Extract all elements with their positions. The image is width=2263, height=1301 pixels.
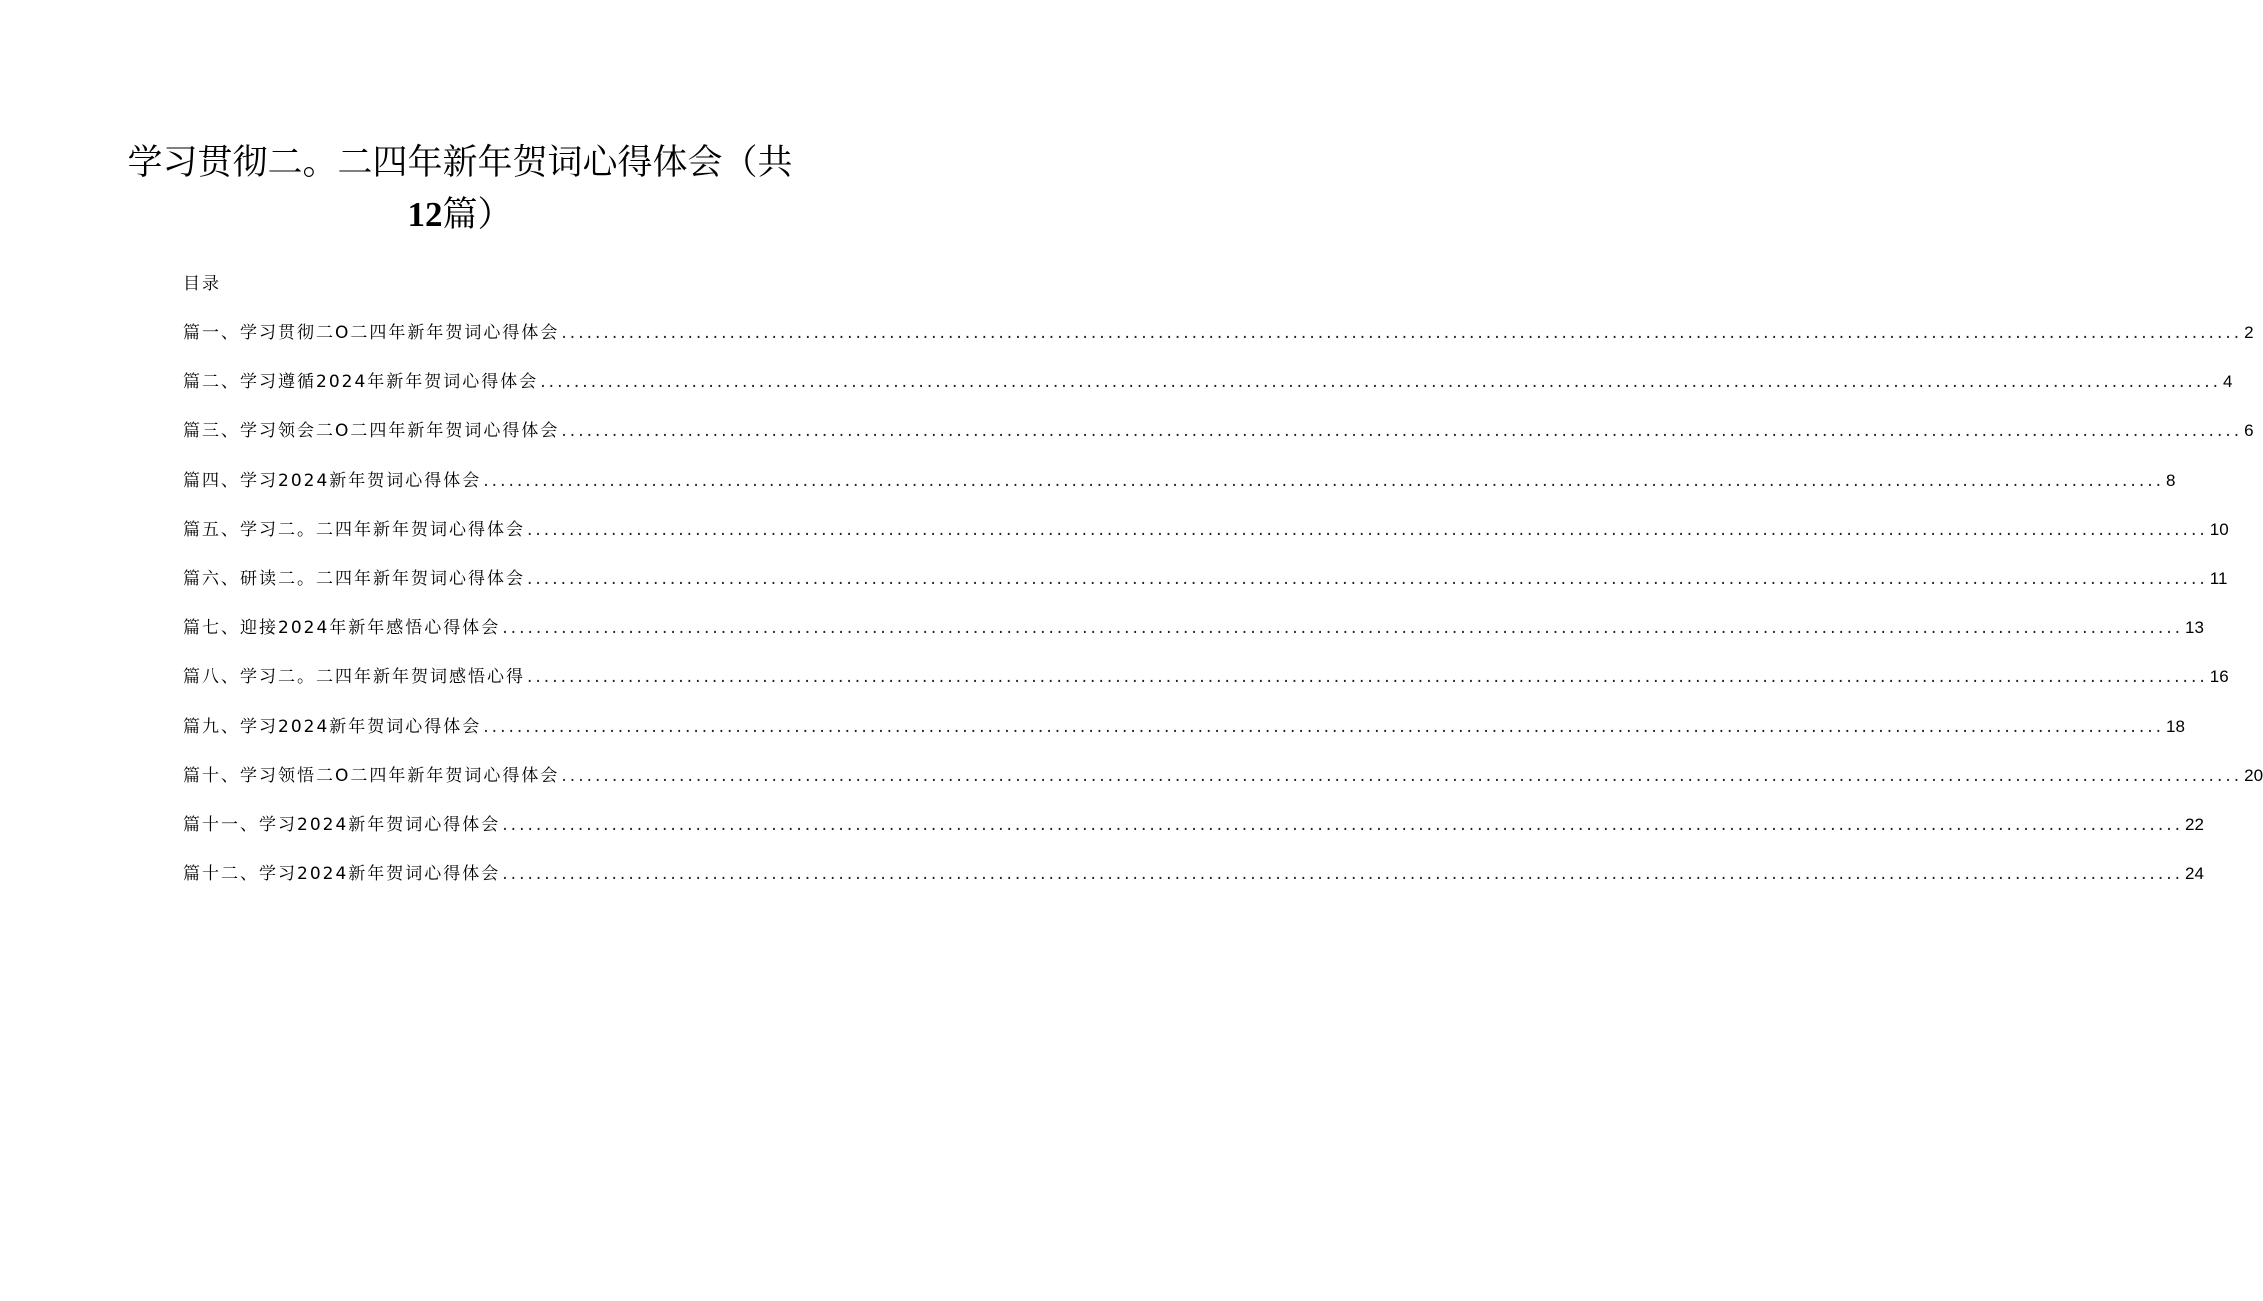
toc-dot-leader: ........................................................................................................................................................................................................ <box>502 814 2184 835</box>
document-title-line1: 学习贯彻二。二四年新年贺词心得体会（共 <box>127 143 793 183</box>
toc-dot-leader: ........................................................................................................................................................................................................ <box>527 568 2208 589</box>
toc-entry-label: 篇三、学习领会二O二四年新年贺词心得体会 <box>183 421 560 442</box>
toc-dot-leader: ........................................................................................................................................................................................................ <box>561 323 2243 343</box>
toc-dot-leader: ........................................................................................................................................................................................................ <box>527 667 2208 688</box>
toc-entry-page-number: 2 <box>2244 323 2254 342</box>
toc-entry-label: 篇八、学习二。二四年新年贺词感悟心得 <box>183 667 525 688</box>
toc-entry-label: 篇十、学习领悟二O二四年新年贺词心得体会 <box>183 765 560 786</box>
toc-entry-page-number: 11 <box>2209 568 2228 588</box>
toc-dot-leader: ........................................................................................................................................................................................................ <box>561 421 2243 442</box>
toc-entry[interactable] <box>183 468 2176 517</box>
toc-heading: 目录 <box>183 274 221 294</box>
toc-dot-leader: ........................................................................................................................................................................................................ <box>540 372 2222 393</box>
toc-entry[interactable] <box>183 763 2263 812</box>
table-of-contents <box>183 320 2263 910</box>
toc-entry-page-number: 18 <box>2166 716 2185 736</box>
toc-entry[interactable] <box>183 517 2229 566</box>
toc-entry[interactable] <box>183 566 2228 615</box>
toc-entry-label: 篇九、学习2024新年贺词心得体会 <box>183 716 482 737</box>
toc-dot-leader: ........................................................................................................................................................................................................ <box>527 519 2208 540</box>
toc-entry-page-number: 20 <box>2244 765 2263 785</box>
toc-dot-leader: ........................................................................................................................................................................................................ <box>502 618 2184 639</box>
toc-entry[interactable] <box>183 320 2254 369</box>
toc-entry[interactable] <box>183 615 2204 664</box>
toc-entry[interactable] <box>183 369 2233 418</box>
toc-entry-label: 篇一、学习贯彻二O二四年新年贺词心得体会 <box>183 323 560 343</box>
toc-entry[interactable] <box>183 861 2204 910</box>
document-title-count: 12 <box>407 195 443 234</box>
toc-entry-page-number: 13 <box>2185 618 2204 638</box>
toc-entry-page-number: 6 <box>2244 421 2254 441</box>
toc-entry-label: 篇五、学习二。二四年新年贺词心得体会 <box>183 519 525 540</box>
document-title-line2: 篇） <box>442 195 513 235</box>
toc-entry[interactable] <box>183 812 2204 861</box>
toc-dot-leader: ........................................................................................................................................................................................................ <box>483 716 2165 737</box>
toc-entry-page-number: 16 <box>2209 667 2229 687</box>
toc-dot-leader: ........................................................................................................................................................................................................ <box>483 470 2165 491</box>
toc-dot-leader: ........................................................................................................................................................................................................ <box>502 864 2184 885</box>
document-title <box>0 138 920 241</box>
toc-entry-page-number: 4 <box>2223 372 2233 392</box>
toc-entry-page-number: 10 <box>2209 519 2229 539</box>
toc-entry-label: 篇四、学习2024新年贺词心得体会 <box>183 470 482 491</box>
toc-entry[interactable] <box>183 418 2254 467</box>
toc-entry[interactable] <box>183 714 2185 763</box>
toc-entry-page-number: 22 <box>2185 814 2204 834</box>
toc-entry-page-number: 24 <box>2185 864 2204 884</box>
toc-dot-leader: ........................................................................................................................................................................................................ <box>561 765 2243 786</box>
toc-entry-label: 篇十二、学习2024新年贺词心得体会 <box>183 864 501 885</box>
toc-entry-label: 篇十一、学习2024新年贺词心得体会 <box>183 814 501 835</box>
toc-entry-page-number: 8 <box>2166 470 2176 490</box>
toc-entry-label: 篇六、研读二。二四年新年贺词心得体会 <box>183 568 525 589</box>
toc-entry[interactable] <box>183 664 2229 713</box>
toc-entry-label: 篇七、迎接2024年新年感悟心得体会 <box>183 618 501 639</box>
toc-entry-label: 篇二、学习遵循2024年新年贺词心得体会 <box>183 372 539 393</box>
